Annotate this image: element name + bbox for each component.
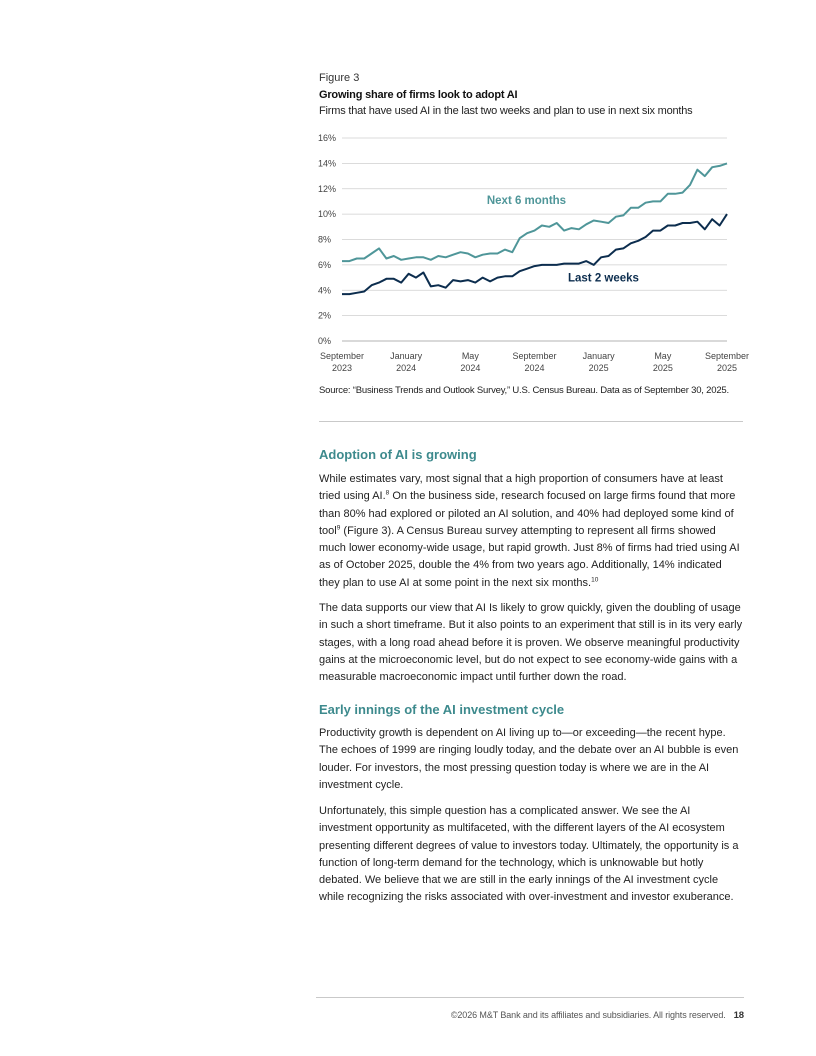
x-tick-label: September [704, 351, 750, 361]
copyright: ©2026 M&T Bank and its affiliates and subsidiaries. All rights reserved. [450, 1010, 726, 1020]
paragraph: Productivity growth is dependent on AI living up to—or exceeding—the recent hype. The echoes of 1999 are ringing loudly today, and the debate over an AI bubble is even louder. For investors, the most pressing question today is where we are in the AI investment cycle. [319, 727, 739, 791]
footer [451, 1010, 744, 1021]
x-tick-label: 2025 [716, 363, 738, 373]
x-tick-label: 2023 [331, 363, 353, 373]
footnote-ref[interactable]: 10 [591, 576, 599, 584]
paragraph: While estimates vary, most signal that a high proportion of consumers have at least tried using AI.$^8$ On the business side, research focused on large firms found that more than 80% had explored or piloted an AI solution, and 40% had deployed some kind of tool$^9$ (Figure 3). A Census Bureau survey attempting to represent all firms showed much lower economy-wide usage, but rapid growth. Just 8% of firms had tried using AI as of October 2025, double the 4% from two years ago. Additionally, 14% indicated they plan to use AI at some point in the next six months.$^{10}$ [319, 473, 740, 589]
series-line [342, 163, 727, 261]
x-tick-label: May [654, 351, 672, 361]
x-tick-label: 2025 [588, 363, 609, 373]
figure-title: Growing share of firms look to adopt AI [319, 89, 518, 101]
divider [319, 421, 743, 422]
footer-divider [316, 997, 744, 998]
x-tick-label: May [461, 351, 479, 361]
y-tick-label: 4% [318, 285, 332, 296]
y-tick-label: 12% [318, 183, 337, 194]
series-label: Next 6 months [486, 194, 567, 207]
figure-label: Figure 3 [319, 72, 360, 84]
figure-source: Source: “Business Trends and Outlook Survey,” U.S. Census Bureau. Data as of September 30, 2025. [319, 385, 729, 396]
adoption-line-chart [300, 128, 760, 380]
y-tick-label: 0% [318, 336, 332, 346]
y-tick-label: 8% [318, 234, 332, 245]
series-line [342, 214, 727, 294]
section-heading-investment-cycle: Early innings of the AI investment cycle [319, 702, 565, 717]
section-heading-adoption: Adoption of AI is growing [319, 447, 477, 462]
footnote-ref[interactable]: 8 [385, 489, 390, 497]
x-tick-label: September [512, 351, 557, 361]
y-tick-label: 6% [318, 259, 332, 270]
figure-subtitle: Firms that have used AI in the last two weeks and plan to use in next six months [319, 105, 693, 117]
x-tick-label: 2024 [396, 363, 417, 373]
x-tick-label: January [582, 351, 615, 361]
x-tick-label: 2024 [460, 363, 481, 373]
paragraph: Unfortunately, this simple question has a complicated answer. We see the AI investment opportunity as multifaceted, with the different layers of the AI ecosystem presenting different degrees of value to investors today. Ultimately, the opportunity is a function of long-term demand for the technology, which is unknowable but hotly debated. We believe that we are still in the early innings of the AI investment cycle while recognizing the risks associated with over-investment and investor exuberance. [319, 805, 739, 904]
x-tick-label: 2024 [524, 363, 545, 373]
x-tick-label: 2025 [652, 363, 673, 373]
y-tick-label: 2% [318, 310, 332, 321]
paragraph: The data supports our view that AI Is likely to grow quickly, given the doubling of usage in such a short timeframe. But it also points to an experiment that still is in its very early stages, with a long road ahead before it is proven. We observe meaningful productivity gains at the microeconomic level, but do not expect to see economy-wide gains with a measurable macroeconomic impact until further down the road. [319, 602, 743, 684]
x-tick-label: January [390, 351, 423, 361]
x-tick-label: September [319, 351, 365, 361]
y-tick-label: 10% [318, 209, 337, 220]
series-label: Last 2 weeks [567, 272, 639, 285]
y-tick-label: 16% [318, 133, 337, 143]
y-tick-label: 14% [318, 158, 337, 169]
footnote-ref[interactable]: 9 [336, 524, 341, 532]
page-number: 18 [733, 1010, 744, 1021]
